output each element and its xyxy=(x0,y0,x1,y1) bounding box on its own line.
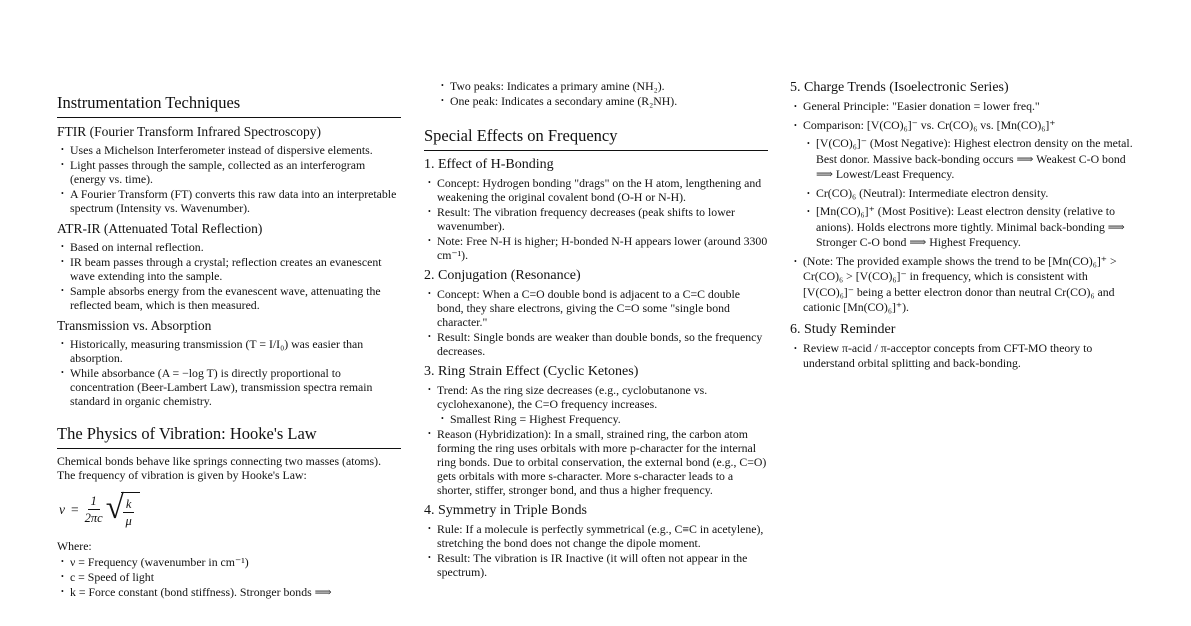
bullet-item xyxy=(437,412,768,426)
bullet-item xyxy=(57,143,401,157)
fraction-numerator: 1 xyxy=(88,494,100,510)
bullet-icon: • xyxy=(61,572,64,581)
bullet-item xyxy=(803,136,1136,183)
bullet-item xyxy=(437,94,768,108)
sub-heading: 2. Conjugation (Resonance) xyxy=(424,268,581,283)
bullet-list xyxy=(790,99,1136,316)
fraction-denominator: 2πc xyxy=(84,511,103,525)
bullet-item xyxy=(424,522,768,550)
bullet-icon: • xyxy=(428,332,431,341)
bullet-icon: • xyxy=(61,557,64,566)
bullet-icon: • xyxy=(794,343,797,353)
sub-heading: 5. Charge Trends (Isoelectronic Series) xyxy=(790,80,1009,95)
bullet-item xyxy=(424,330,768,358)
bullet-item xyxy=(57,158,401,186)
bullet-text: Smallest Ring = Highest Frequency. xyxy=(450,412,621,426)
bullet-icon: • xyxy=(428,385,431,394)
bullet-text: Reason (Hybridization): In a small, strained ring, the carbon atom forming the ring uses orbitals with more p-character for the internal ring bonds. Due to orbital conservation, the external bond (e.g., C=O) gets orbitals with more s-character. More s-character leads to a shorter, stiffer, stronger bond, and thus a higher frequency. xyxy=(437,427,767,497)
bullet-item xyxy=(424,176,768,204)
bullet-text: Review π-acid / π-acceptor concepts from CFT-MO theory to understand orbital splitting and back-bonding. xyxy=(803,340,1093,370)
bullet-icon: • xyxy=(61,286,64,295)
bullet-icon: • xyxy=(441,414,444,423)
bullet-item xyxy=(57,284,401,312)
sub-heading: 3. Ring Strain Effect (Cyclic Ketones) xyxy=(424,364,639,379)
bullet-text: Concept: Hydrogen bonding "drags" on the H atom, lengthening and weakening the original covalent bond (O-H or N-H). xyxy=(437,176,762,204)
section-heading: Instrumentation Techniques xyxy=(57,93,401,118)
bullet-icon: • xyxy=(807,207,810,216)
bullet-text: c = Speed of light xyxy=(70,570,154,584)
bullet-text: While absorbance (A = −log T) is directly proportional to concentration (Beer-Lambert Law), transmission spectra remain standard in organic chemistry. xyxy=(70,366,373,408)
bullet-text: Result: The vibration frequency decreases (peak shifts to lower wavenumber). xyxy=(437,205,735,233)
bullet-text: Two peaks: Indicates a primary amine (NH₂). xyxy=(450,79,665,93)
paragraph: Chemical bonds behave like springs connecting two masses (atoms). The frequency of vibration is given by Hooke's Law: xyxy=(57,454,382,482)
bullet-icon: • xyxy=(441,96,444,105)
bullet-icon: • xyxy=(794,256,797,266)
radicand-denominator: μ xyxy=(125,514,132,528)
bullet-item xyxy=(57,240,401,254)
bullet-text: Concept: When a C=O double bond is adjacent to a C=C double bond, they share electrons, giving the C=O some "single bond character." xyxy=(437,287,741,329)
bullet-item xyxy=(803,204,1136,251)
bullet-text: k = Force constant (bond stiffness). Stronger bonds ⟹ xyxy=(70,585,332,599)
bullet-text: [Mn(CO)₆]⁺ (Most Positive): Least electron density (relative to anions). Holds electrons more tightly. Minimal back-bonding ⟹ Stronger C-O bond ⟹ Highest Frequency. xyxy=(816,204,1125,249)
bullet-item xyxy=(790,118,1136,134)
bullet-list xyxy=(57,337,401,408)
bullet-item xyxy=(803,186,1136,202)
bullet-list xyxy=(790,341,1136,372)
bullet-text: IR beam passes through a crystal; reflection creates an evanescent wave extending into the sample. xyxy=(70,255,382,283)
bullet-item xyxy=(790,99,1136,115)
section-heading: The Physics of Vibration: Hooke's Law xyxy=(57,424,401,449)
column-left xyxy=(57,93,401,601)
bullet-text: Trend: As the ring size decreases (e.g., cyclobutanone vs. cyclohexanone), the C=O frequency increases. xyxy=(437,383,708,411)
bullet-text: Note: Free N-H is higher; H-bonded N-H appears lower (around 3300 cm⁻¹). xyxy=(437,234,768,262)
formula-fraction xyxy=(85,494,103,525)
bullet-text: Cr(CO)₆ (Neutral): Intermediate electron density. xyxy=(816,185,1049,200)
bullet-icon: • xyxy=(61,242,64,251)
bullet-icon: • xyxy=(61,145,64,154)
bullet-list xyxy=(57,240,401,312)
radicand-numerator: k xyxy=(123,497,135,513)
bullet-icon: • xyxy=(441,81,444,90)
bullet-icon: • xyxy=(428,207,431,216)
bullet-icon: • xyxy=(61,257,64,266)
column-right xyxy=(790,79,1136,375)
bullet-list xyxy=(424,287,768,358)
bullet-text: Result: The vibration is IR Inactive (it will often not appear in the spectrum). xyxy=(437,551,748,579)
bullet-icon: • xyxy=(428,429,431,438)
sub-heading: FTIR (Fourier Transform Infrared Spectroscopy) xyxy=(57,124,321,139)
bullet-text: Rule: If a molecule is perfectly symmetrical (e.g., C≡C in acetylene), stretching the bond does not change the dipole moment. xyxy=(437,522,764,550)
bullet-list xyxy=(57,143,401,215)
bullet-text: Historically, measuring transmission (T = I/I₀) was easier than absorption. xyxy=(70,337,364,365)
sub-heading: ATR-IR (Attenuated Total Reflection) xyxy=(57,221,263,236)
bullet-list xyxy=(424,522,768,579)
bullet-item xyxy=(57,337,401,365)
sub-heading: 1. Effect of H-Bonding xyxy=(424,157,554,172)
bullet-icon: • xyxy=(807,188,810,198)
bullet-icon: • xyxy=(61,189,64,198)
bullet-list xyxy=(424,176,768,262)
bullet-text: Result: Single bonds are weaker than double bonds, so the frequency decreases. xyxy=(437,330,763,358)
bullet-text: Based on internal reflection. xyxy=(70,240,204,254)
bullet-icon: • xyxy=(61,368,64,377)
bullet-icon: • xyxy=(428,178,431,187)
bullet-icon: • xyxy=(61,339,64,348)
bullet-text: General Principle: "Easier donation = lower freq." xyxy=(803,99,1040,113)
bullet-icon: • xyxy=(428,524,431,533)
bullet-list xyxy=(57,555,401,599)
bullet-item xyxy=(790,254,1136,316)
column-middle xyxy=(424,79,768,581)
bullet-icon: • xyxy=(807,139,810,148)
formula-equals: = xyxy=(71,501,79,517)
bullet-text: Uses a Michelson Interferometer instead of dispersive elements. xyxy=(70,143,373,157)
bullet-icon: • xyxy=(794,120,797,130)
bullet-icon: • xyxy=(61,587,64,596)
bullet-item xyxy=(424,383,768,411)
bullet-text: [V(CO)₆]⁻ (Most Negative): Highest electron density on the metal. Best donor. Massive back-bonding occurs ⟹ Weakest C-O bond ⟹ Lowest/Least Frequency. xyxy=(816,136,1133,181)
bullet-item xyxy=(424,551,768,579)
sub-heading: 4. Symmetry in Triple Bonds xyxy=(424,503,587,518)
bullet-item xyxy=(790,341,1136,372)
sub-heading: Transmission vs. Absorption xyxy=(57,318,212,333)
bullet-text: Comparison: [V(CO)₆]⁻ vs. Cr(CO)₆ vs. [Mn(CO)₆]⁺ xyxy=(803,117,1056,132)
bullet-item xyxy=(57,255,401,283)
bullet-item xyxy=(57,585,401,599)
bullet-icon: • xyxy=(428,289,431,298)
bullet-icon: • xyxy=(428,553,431,562)
bullet-item xyxy=(424,427,768,497)
bullet-text: ν = Frequency (wavenumber in cm⁻¹) xyxy=(70,555,249,569)
bullet-text: One peak: Indicates a secondary amine (R₂NH). xyxy=(450,94,678,108)
radicand-fraction xyxy=(123,497,135,528)
bullet-icon: • xyxy=(61,160,64,169)
bullet-item xyxy=(424,205,768,233)
bullet-text: Sample absorbs energy from the evanescent wave, attenuating the reflected beam, which is then measured. xyxy=(70,284,381,312)
radicand xyxy=(121,492,141,528)
bullet-text: (Note: The provided example shows the trend to be [Mn(CO)₆]⁺ > Cr(CO)₆ > [V(CO)₆]⁻ in frequency, which is consistent with [V(CO)₆]⁻ being a better electron donor than neutral Cr(CO)₆ and cationic [Mn(CO)₆]⁺). xyxy=(803,253,1117,314)
radical-icon: √ xyxy=(105,490,124,526)
bullet-item xyxy=(57,570,401,584)
bullet-item xyxy=(57,555,401,569)
bullet-list xyxy=(424,79,768,108)
hookes-law-formula xyxy=(59,491,401,528)
bullet-item xyxy=(424,287,768,329)
bullet-item xyxy=(57,187,401,215)
bullet-text: Light passes through the sample, collected as an interferogram (energy vs. time). xyxy=(70,158,366,186)
paragraph: Where: xyxy=(57,539,92,553)
formula-lhs: ν xyxy=(59,501,65,517)
formula-sqrt xyxy=(106,491,141,528)
section-heading: Special Effects on Frequency xyxy=(424,126,768,151)
bullet-icon: • xyxy=(428,236,431,245)
sub-heading: 6. Study Reminder xyxy=(790,321,896,337)
bullet-item xyxy=(437,79,768,93)
bullet-item xyxy=(424,234,768,262)
bullet-icon: • xyxy=(794,102,797,111)
bullet-text: A Fourier Transform (FT) converts this raw data into an interpretable spectrum (Intensity vs. Wavenumber). xyxy=(70,187,397,215)
bullet-list xyxy=(424,383,768,497)
bullet-item xyxy=(57,366,401,408)
